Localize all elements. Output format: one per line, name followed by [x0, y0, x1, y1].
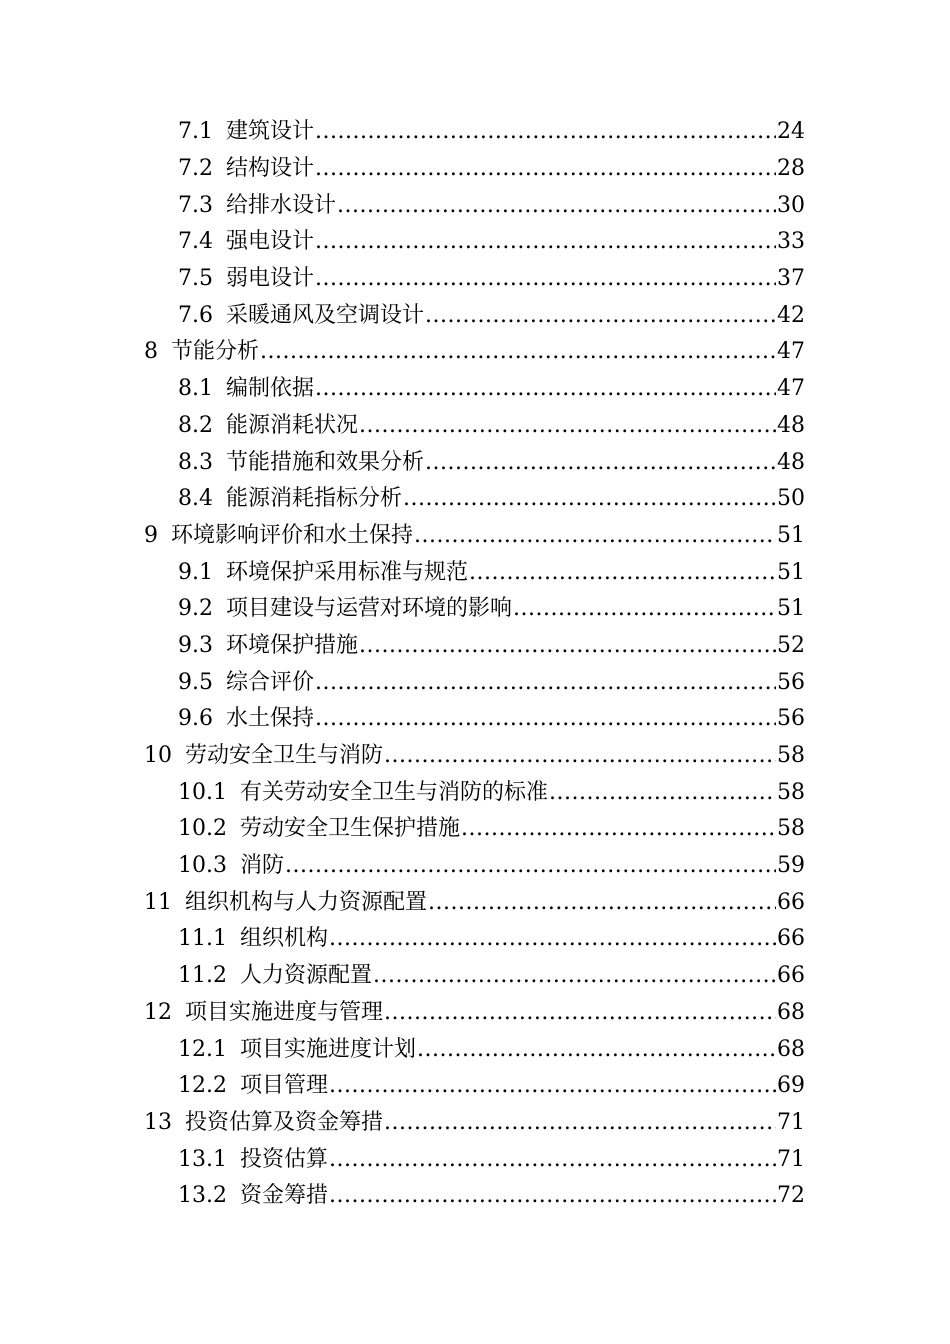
toc-chapter-entry[interactable]: [0, 334, 950, 371]
toc-page-number: 58: [777, 779, 805, 805]
toc-entry-title: 给排水设计: [226, 192, 337, 218]
toc-entry-title: 资金筹措: [239, 1183, 328, 1209]
toc-entry-title: 强电设计: [226, 229, 315, 255]
toc-dot-leader: [384, 1002, 776, 1024]
toc-dot-leader: [329, 1149, 776, 1171]
toc-page-number: 47: [777, 339, 805, 365]
toc-page-number: 30: [777, 192, 805, 218]
toc-dot-leader: [384, 1112, 776, 1134]
toc-entry-title: 劳动安全卫生与消防: [185, 743, 384, 769]
toc-entry-number: 7.2: [178, 156, 213, 182]
toc-entry-number: 10.1: [178, 779, 227, 805]
toc-dot-leader: [315, 158, 776, 180]
toc-entry-number: 13.2: [178, 1183, 227, 1209]
toc-page-number: 56: [777, 669, 805, 695]
toc-entry-title: 综合评价: [226, 669, 315, 695]
toc-page-number: 37: [777, 266, 805, 292]
toc-entry-number: 8.1: [178, 376, 213, 402]
toc-chapter-entry[interactable]: [0, 884, 950, 921]
toc-section-entry[interactable]: [0, 1031, 950, 1068]
toc-entry-number: 13.1: [178, 1146, 227, 1172]
toc-page-number: 52: [777, 632, 805, 658]
table-of-contents: [0, 114, 950, 1215]
toc-entry-number: 12.2: [178, 1073, 227, 1099]
toc-page-number: 51: [777, 596, 805, 622]
toc-page-number: 51: [777, 559, 805, 585]
toc-entry-title: 编制依据: [226, 376, 315, 402]
toc-entry-number: 11.2: [178, 963, 227, 989]
toc-entry-number: 8.3: [178, 449, 213, 475]
toc-dot-leader: [329, 1185, 776, 1207]
toc-entry-title: 项目实施进度与管理: [185, 999, 384, 1025]
toc-page-number: 66: [777, 926, 805, 952]
toc-page-number: 48: [777, 449, 805, 475]
toc-section-entry[interactable]: [0, 408, 950, 445]
toc-dot-leader: [315, 378, 776, 400]
toc-entry-title: 能源消耗指标分析: [226, 486, 403, 512]
toc-section-entry[interactable]: [0, 958, 950, 995]
toc-page-number: 42: [777, 302, 805, 328]
toc-section-entry[interactable]: [0, 187, 950, 224]
toc-entry-title: 组织机构与人力资源配置: [185, 889, 428, 915]
toc-section-entry[interactable]: [0, 554, 950, 591]
toc-entry-title: 消防: [239, 853, 284, 879]
toc-section-entry[interactable]: [0, 151, 950, 188]
toc-entry-number: 7.4: [178, 229, 213, 255]
toc-dot-leader: [337, 195, 776, 217]
toc-section-entry[interactable]: [0, 701, 950, 738]
toc-section-entry[interactable]: [0, 297, 950, 334]
toc-dot-leader: [315, 268, 776, 290]
toc-dot-leader: [359, 635, 776, 657]
toc-dot-leader: [425, 452, 776, 474]
toc-entry-number: 9: [144, 522, 158, 548]
toc-entry-number: 12: [144, 999, 172, 1025]
toc-dot-leader: [513, 598, 776, 620]
toc-section-entry[interactable]: [0, 261, 950, 298]
toc-dot-leader: [428, 892, 776, 914]
toc-dot-leader: [403, 488, 776, 510]
toc-page-number: 72: [777, 1183, 805, 1209]
toc-dot-leader: [315, 708, 776, 730]
toc-entry-number: 13: [144, 1109, 172, 1135]
toc-entry-number: 9.6: [178, 706, 213, 732]
toc-chapter-entry[interactable]: [0, 738, 950, 775]
toc-dot-leader: [461, 818, 776, 840]
toc-section-entry[interactable]: [0, 1141, 950, 1178]
toc-chapter-entry[interactable]: [0, 518, 950, 555]
toc-section-entry[interactable]: [0, 811, 950, 848]
toc-entry-number: 9.2: [178, 596, 213, 622]
toc-entry-title: 节能措施和效果分析: [226, 449, 425, 475]
toc-entry-number: 7.1: [178, 119, 213, 145]
toc-entry-number: 12.1: [178, 1036, 227, 1062]
toc-entry-title: 组织机构: [239, 926, 328, 952]
toc-dot-leader: [315, 672, 776, 694]
toc-page-number: 68: [777, 999, 805, 1025]
toc-entry-title: 投资估算及资金筹措: [185, 1109, 384, 1135]
toc-page-number: 48: [777, 412, 805, 438]
toc-entry-title: 结构设计: [226, 156, 315, 182]
toc-entry-title: 弱电设计: [226, 266, 315, 292]
toc-entry-number: 7.3: [178, 192, 213, 218]
toc-section-entry[interactable]: [0, 114, 950, 151]
toc-entry-title: 节能分析: [171, 339, 260, 365]
toc-dot-leader: [329, 1075, 776, 1097]
toc-page-number: 58: [777, 816, 805, 842]
toc-dot-leader: [469, 562, 776, 584]
toc-section-entry[interactable]: [0, 1068, 950, 1105]
toc-entry-number: 8: [144, 339, 158, 365]
toc-page-number: 33: [777, 229, 805, 255]
toc-page-number: 69: [777, 1073, 805, 1099]
toc-dot-leader: [260, 341, 776, 363]
toc-entry-number: 9.1: [178, 559, 213, 585]
toc-dot-leader: [417, 1039, 776, 1061]
toc-page-number: 47: [777, 376, 805, 402]
toc-dot-leader: [315, 121, 776, 143]
toc-entry-number: 10.3: [178, 853, 227, 879]
toc-dot-leader: [315, 231, 776, 253]
toc-entry-title: 投资估算: [239, 1146, 328, 1172]
toc-entry-number: 8.2: [178, 412, 213, 438]
toc-entry-number: 11: [144, 889, 172, 915]
toc-section-entry[interactable]: [0, 444, 950, 481]
toc-section-entry[interactable]: [0, 591, 950, 628]
toc-entry-title: 采暖通风及空调设计: [226, 302, 425, 328]
toc-dot-leader: [425, 305, 776, 327]
toc-page-number: 28: [777, 156, 805, 182]
toc-section-entry[interactable]: [0, 224, 950, 261]
toc-page-number: 66: [777, 889, 805, 915]
toc-entry-number: 10: [144, 743, 172, 769]
toc-entry-title: 水土保持: [226, 706, 315, 732]
toc-section-entry[interactable]: [0, 628, 950, 665]
toc-page-number: 50: [777, 486, 805, 512]
toc-dot-leader: [373, 965, 776, 987]
toc-entry-number: 7.5: [178, 266, 213, 292]
toc-section-entry[interactable]: [0, 664, 950, 701]
toc-page-number: 51: [777, 522, 805, 548]
toc-dot-leader: [414, 525, 776, 547]
toc-dot-leader: [549, 782, 776, 804]
toc-section-entry[interactable]: [0, 371, 950, 408]
toc-entry-title: 项目建设与运营对环境的影响: [226, 596, 513, 622]
toc-entry-title: 环境保护采用标准与规范: [226, 559, 469, 585]
toc-page-number: 56: [777, 706, 805, 732]
toc-page-number: 71: [777, 1109, 805, 1135]
toc-entry-number: 9.5: [178, 669, 213, 695]
toc-section-entry[interactable]: [0, 921, 950, 958]
toc-entry-number: 10.2: [178, 816, 227, 842]
toc-entry-title: 环境保护措施: [226, 632, 359, 658]
toc-dot-leader: [359, 415, 776, 437]
toc-entry-title: 人力资源配置: [239, 963, 372, 989]
toc-page-number: 71: [777, 1146, 805, 1172]
toc-page-number: 59: [777, 853, 805, 879]
toc-entry-title: 能源消耗状况: [226, 412, 359, 438]
toc-page-number: 24: [777, 119, 805, 145]
toc-entry-title: 劳动安全卫生保护措施: [239, 816, 460, 842]
toc-entry-number: 11.1: [178, 926, 227, 952]
toc-chapter-entry[interactable]: [0, 1105, 950, 1142]
toc-entry-number: 9.3: [178, 632, 213, 658]
toc-page-number: 68: [777, 1036, 805, 1062]
toc-entry-title: 有关劳动安全卫生与消防的标准: [239, 779, 548, 805]
toc-dot-leader: [329, 928, 776, 950]
toc-entry-title: 项目管理: [239, 1073, 328, 1099]
toc-entry-number: 8.4: [178, 486, 213, 512]
toc-page-number: 66: [777, 963, 805, 989]
toc-section-entry[interactable]: [0, 481, 950, 518]
toc-section-entry[interactable]: [0, 774, 950, 811]
toc-dot-leader: [384, 745, 776, 767]
toc-section-entry[interactable]: [0, 848, 950, 885]
toc-entry-number: 7.6: [178, 302, 213, 328]
toc-entry-title: 环境影响评价和水土保持: [171, 522, 414, 548]
toc-entry-title: 建筑设计: [226, 119, 315, 145]
toc-entry-title: 项目实施进度计划: [239, 1036, 416, 1062]
toc-dot-leader: [285, 855, 776, 877]
toc-page-number: 58: [777, 743, 805, 769]
toc-chapter-entry[interactable]: [0, 995, 950, 1032]
toc-section-entry[interactable]: [0, 1178, 950, 1215]
